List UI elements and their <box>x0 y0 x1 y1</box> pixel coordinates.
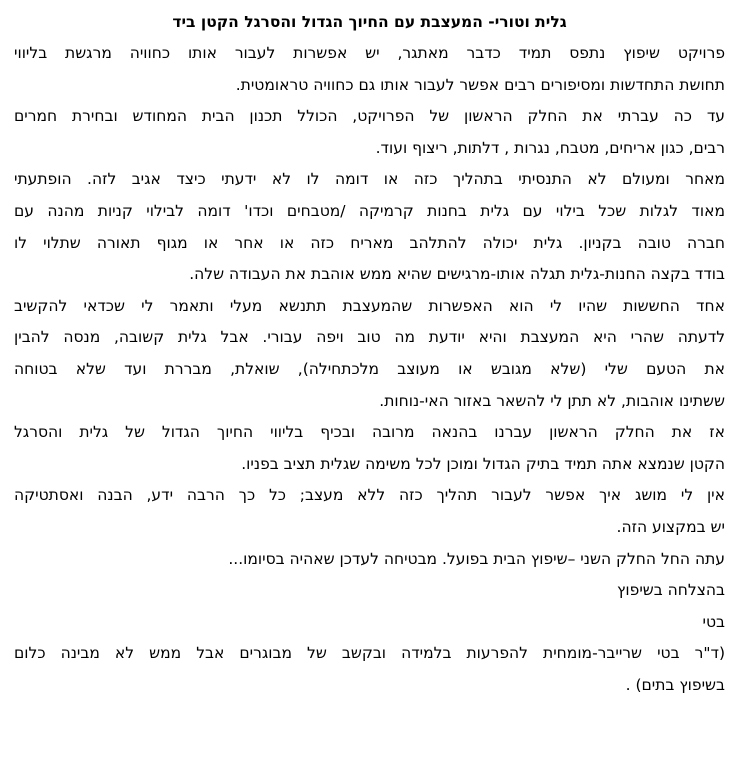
paragraph-line: (ד"ר בטי שרייבר-מומחית להפרעות בלמידה ובקשב של מבוגרים אבל ממש לא מבינה כלום <box>14 644 725 663</box>
paragraph-line: בהצלחה בשיפוץ <box>617 581 725 600</box>
paragraph-line: יש במקצוע הזה. <box>616 517 725 536</box>
paragraph <box>14 291 725 417</box>
paragraph-line: בטי <box>702 612 725 631</box>
paragraph-line: את הטעם שלי (שלא מגובש או מעוצב מלכתחילה), שואלת, מבררת ועד שלא בטוחה <box>14 359 725 378</box>
paragraph <box>14 164 725 290</box>
paragraph-line: רבים, כגון אריחים, מטבח, נגרות , דלתות, ריצוף ועוד. <box>375 138 725 157</box>
paragraph-line: אחד החששות שהיו לי הוא האפשרות שהמעצבת תתנשא מעלי ותאמר לי שכדאי להקשיב <box>14 296 725 315</box>
paragraph <box>14 417 725 480</box>
paragraph <box>14 480 725 543</box>
paragraph <box>14 544 725 576</box>
paragraph-line: עתה החל החלק השני –שיפוץ הבית בפועל. מבטיחה לעדכן שאהיה בסיומו... <box>228 549 725 568</box>
paragraph-line: חברה טובה בקניון. גלית יכולה להתלהב מאריח כזה או אחר או מגוף תאורה שתלוי לו <box>14 233 725 252</box>
paragraph-line: עד כה עברתי את החלק הראשון של הפרויקט, הכולל תכנון הבית המחודש ובחירת חמרים <box>14 107 725 126</box>
paragraph <box>14 101 725 164</box>
paragraph-line: אז את החלק הראשון עברנו בהנאה מרובה ובכיף בליווי החיוך הגדול של גלית והסרגל <box>14 423 725 442</box>
paragraph <box>14 575 725 607</box>
paragraph <box>14 607 725 639</box>
paragraph-line: בודד בקצה החנות-גלית תגלה אותו-מרגישים שהיא ממש אוהבת את העבודה שלה. <box>189 265 725 284</box>
paragraph-line: מאוד לגלות שכל בילוי עם גלית בחנות קרמיקה /מטבחים וכדו' דומה לבילוי קניות מהנה עם <box>14 201 725 220</box>
paragraph-line: הקטן שנמצא אתה תמיד בתיק הגדול ומוכן לכל משימה שגלית תציב בפניו. <box>241 454 725 473</box>
paragraph-line: פרויקט שיפוץ נתפס תמיד כדבר מאתגר, יש אפשרות לעבור אותו כחוויה מרגשת בליווי <box>14 44 725 62</box>
paragraph-line: מאחר ומעולם לא התנסיתי בתהליך כזה או דומה לו לא ידעתי כיצד אגיב לזה. הופתעתי <box>14 170 725 189</box>
paragraph-line: תחושת התחדשות ומסיפורים רבים אפשר לעבור אותו גם כחוויה טראומטית. <box>235 75 725 94</box>
paragraph-line: לדעתה שהרי היא המעצבת והיא יודעת מה טוב ויפה עבורי. אבל גלית קשובה, מנסה להבין <box>14 328 725 347</box>
paragraph <box>14 638 725 701</box>
document-title: גלית וטורי- המעצבת עם החיוך הגדול והסרגל הקטן ביד <box>172 13 567 31</box>
paragraph <box>14 38 725 101</box>
paragraph-line: בשיפוץ בתים) . <box>625 675 725 694</box>
paragraph-line: אין לי מושג איך אפשר לעבור תהליך כזה ללא מעצב; כל כך הרבה ידע, הבנה ואסתטיקה <box>14 486 725 505</box>
document-body <box>14 38 725 701</box>
paragraph-line: ששתינו אוהבות, לא תתן לי להשאר באזור האי-נוחות. <box>379 391 725 410</box>
